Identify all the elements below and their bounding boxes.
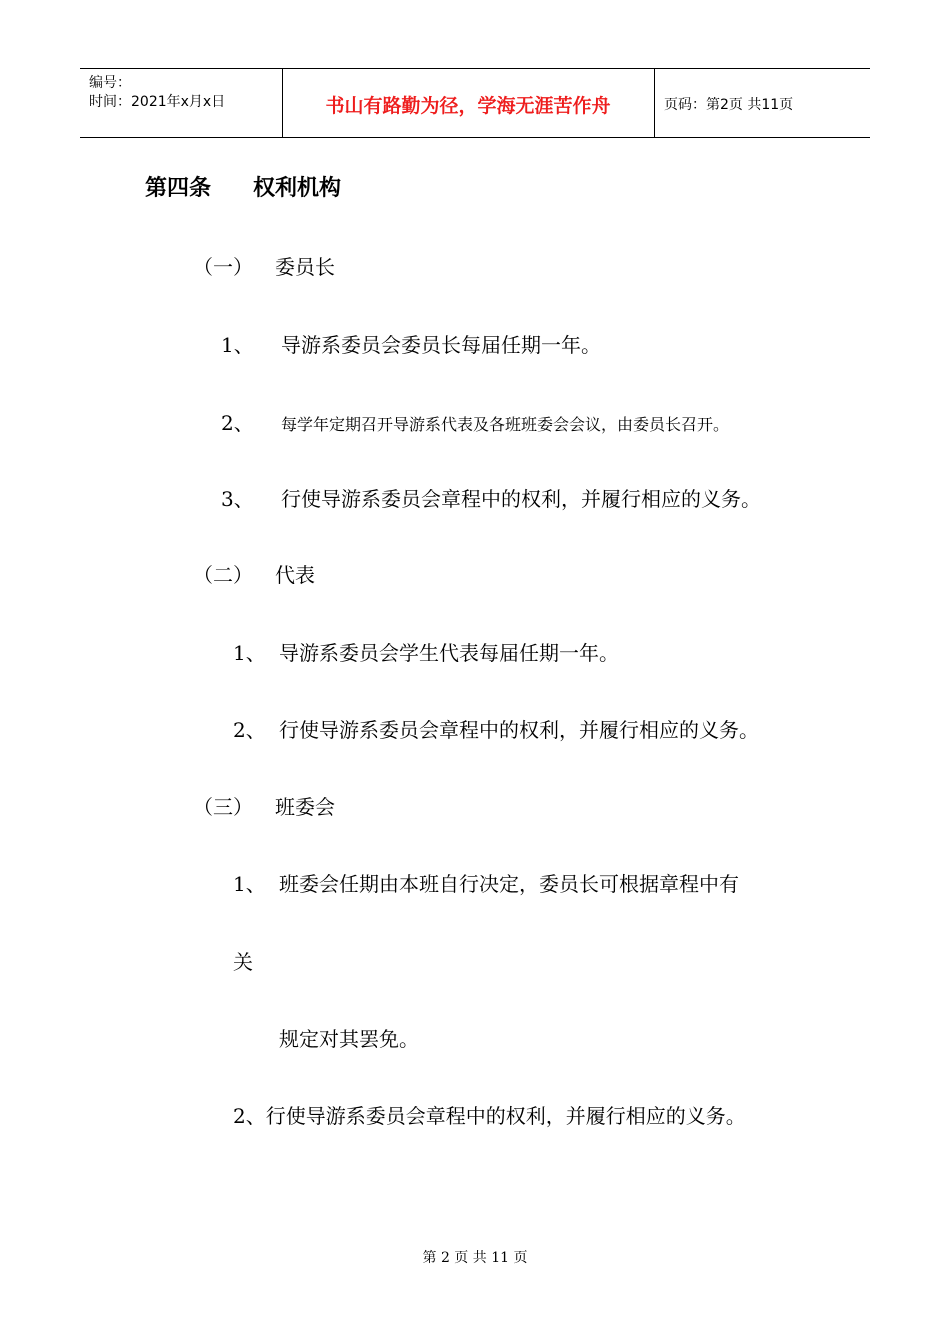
header-motto-cell	[282, 69, 655, 137]
section-heading-number: （一）	[193, 255, 253, 279]
header-meta-cell	[80, 69, 283, 137]
header-motto: 书山有路勤为径，学海无涯苦作舟	[325, 95, 611, 117]
section-heading	[193, 791, 335, 820]
list-item-text: 每学年定期召开导游系代表及各班班委会会议，由委员长召开。	[281, 415, 730, 434]
list-item-number: 3、	[221, 487, 254, 511]
list-item-continuation: 关	[233, 950, 253, 974]
section-heading	[193, 559, 315, 588]
list-item-number: 2、	[233, 1104, 266, 1128]
list-item	[233, 1100, 746, 1129]
section-heading-text: 班委会	[275, 795, 335, 819]
list-item-number: 1、	[233, 872, 266, 896]
list-item-text: 导游系委员会学生代表每届任期一年。	[279, 641, 619, 665]
list-item-text: 导游系委员会委员长每届任期一年。	[281, 333, 601, 357]
list-item	[233, 637, 619, 666]
section-heading-number: （二）	[193, 563, 253, 587]
list-item	[221, 483, 761, 512]
section-heading-text: 代表	[275, 563, 315, 587]
list-item-text: 行使导游系委员会章程中的权利，并履行相应的义务。	[281, 487, 761, 511]
header-page-info: 页码：第2页 共11页	[664, 97, 794, 113]
section-heading-number: （三）	[193, 795, 253, 819]
list-item-number: 2、	[233, 718, 266, 742]
list-item	[221, 407, 729, 436]
header-page-cell	[655, 69, 870, 137]
document-number-label: 编号：	[89, 75, 131, 91]
list-item-number: 1、	[221, 333, 254, 357]
article-number: 第四条	[145, 176, 212, 201]
list-item-text: 班委会任期由本班自行决定，委员长可根据章程中有	[279, 872, 739, 896]
list-item-text: 行使导游系委员会章程中的权利，并履行相应的义务。	[279, 718, 759, 742]
list-item	[233, 714, 759, 743]
section-heading-text: 委员长	[275, 255, 335, 279]
article-heading	[145, 171, 341, 202]
page-header	[80, 68, 870, 138]
section-heading	[193, 251, 335, 280]
list-item	[233, 868, 739, 897]
list-item	[221, 329, 601, 358]
list-item-number: 1、	[233, 641, 266, 665]
list-item-number: 2、	[221, 411, 254, 435]
document-date-label: 时间：2021年x月x日	[89, 94, 226, 110]
page-footer: 第 2 页 共 11 页	[422, 1250, 528, 1266]
list-item-text: 行使导游系委员会章程中的权利，并履行相应的义务。	[265, 1104, 746, 1128]
article-title: 权利机构	[253, 176, 342, 201]
list-item-continuation: 规定对其罢免。	[279, 1027, 419, 1051]
